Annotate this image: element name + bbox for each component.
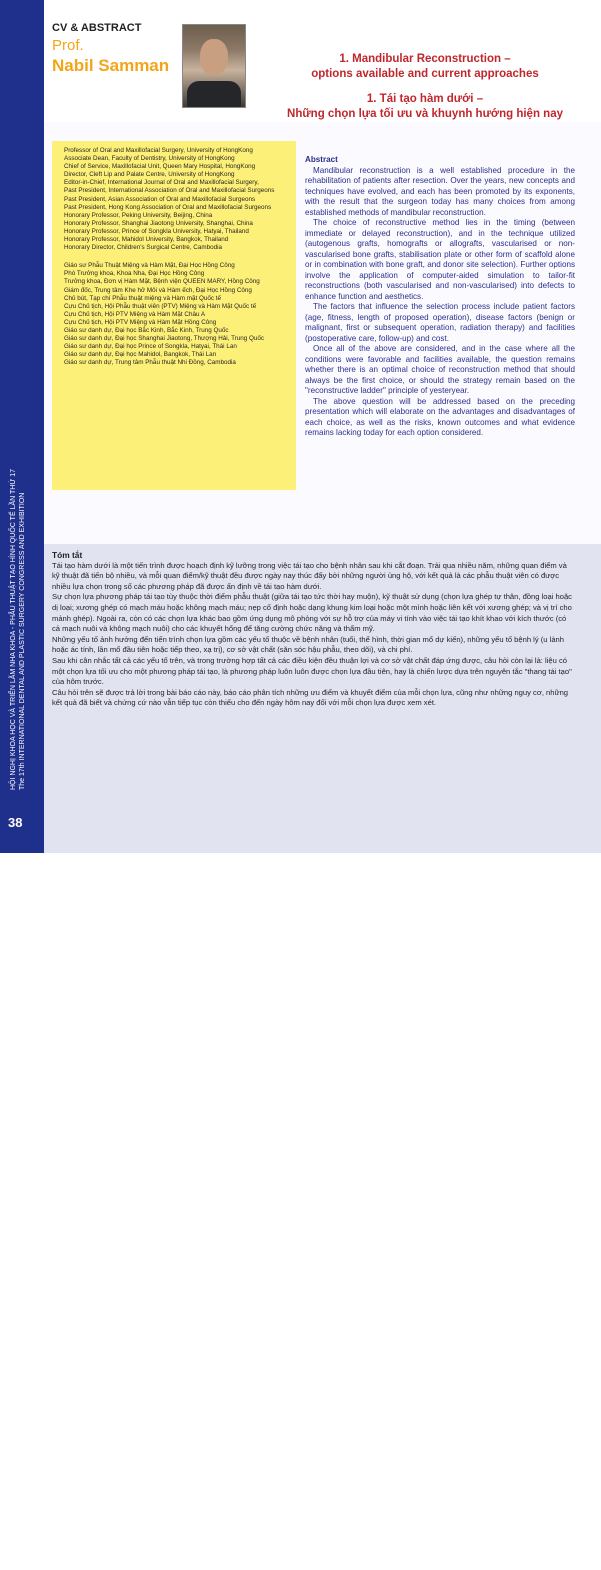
cv-line: Chief of Service, Maxillofacial Unit, Queen Mary Hospital, HongKong [64,163,256,171]
summary-paragraph: Câu hỏi trên sẽ được trả lời trong bài báo cáo này, báo cáo phân tích những ưu điểm và khuyết điểm của mỗi chọn lựa, cũng như những nguy cơ, những kết quả đã biết và chứng cứ nào vẫn tiếp tục còn thiếu cho đến ngày hôm nay đối với mỗi chọn lựa được xem xét. [52,687,569,708]
abstract-paragraph: Mandibular reconstruction is a well established procedure in the rehabilitation of patients after resection. Over the years, new concepts and techniques have evolved, and each has been promoted by its exponents, with the result that the surgeon today has many choices from among established methods of mandibular reconstruction. [305,165,575,217]
cv-english [64,147,288,252]
cv-line: Past President, International Association of Oral and Maxillofacial Surgeons [64,187,275,195]
summary-body [52,561,572,709]
summary-paragraph: Những yếu tố ảnh hưởng đến tiến trình chọn lựa gồm các yếu tố thuộc về bệnh nhân (tuổi, thể hình, thời gian mổ dự kiến), những yếu tố bệnh lý (u lành hoặc ác tính, lần mổ đầu tiên hoặc tiếp theo, xạ trị), cơ sở vật chất (săn sóc hậu phẫu, theo dõi), và chi phí. [52,634,564,655]
abstract-paragraph: Once all of the above are considered, and in the case where all the conditions were favorable and facilities available, the question remains whether there is an optimal choice of reconstruction method that should always be the first choice, or should the strategy remain based on the "reconstructive ladder" principle of yesteryear. [305,344,575,395]
cv-line: Chủ bút, Tạp chí Phẫu thuật miệng và Hàm mặt Quốc tế [64,294,222,302]
cv-line: Past President, Hong Kong Association of Oral and Maxillofacial Surgeons [64,203,272,211]
speaker-prefix: Prof. [52,37,84,54]
cv-line: Editor-in-Chief, International Journal of Oral and Maxillofacial Surgery, [64,179,259,187]
cv-line: Giám đốc, Trung tâm Khe hở Môi và Hàm ếch, Đại Học Hồng Công [64,286,252,294]
sidebar-congress-text [9,468,34,1570]
abstract-paragraph: The above question will be addressed based on the preceding presentation which will elaborate on the advantages and disadvantages of each choice, as well as the risks, known outcomes and what evidence remains lacking today for each option considered. [305,396,575,437]
cv-line: Cựu Chủ tịch, Hội PTV Miệng và Hàm Mặt Châu A [64,310,206,318]
cv-line: Giáo sư Phẫu Thuật Miệng và Hàm Mặt, Đại Học Hồng Công [64,262,235,270]
abstract-body [305,166,575,439]
section-label: CV & ABSTRACT [52,22,142,34]
abstract-heading: Abstract [305,155,338,164]
page-number: 38 [8,815,23,830]
cv-line: Honorary Director, Children's Surgical Centre, Cambodia [64,244,222,252]
title-vi-line2: Những chọn lựa tối ưu và khuynh hướng hiện nay [287,108,563,120]
cv-line: Honorary Professor, Peking University, Beijing, China [64,211,213,219]
sidebar-line-en: The 17th INTERNATIONAL DENTAL AND PLASTIC SURGERY CONGRESS AND EXHIBITION [19,492,26,790]
sidebar-band [0,0,44,853]
title-en-line1: 1. Mandibular Reconstruction – [339,53,511,65]
summary-paragraph: Sau khi cân nhắc tất cả các yếu tố trên, và trong trường hợp tất cả các điều kiện đều thuận lợi và cơ sở vật chất đáp ứng được, câu hỏi còn lại là: liệu có một chọn lựa tối ưu cho một phương pháp tái tạo, là phương pháp luôn luôn được chọn lựa đầu tiên, hay là chiến lược dựa trên nguyên tắc "thang tái tạo" của hôm trước. [52,655,572,687]
cv-line: Director, Cleft Lip and Palate Centre, University of HongKong [64,171,235,179]
cv-box [52,141,296,490]
photo-suit [187,81,241,107]
abstract-paragraph: The choice of reconstructive method lies in the timing (between immediate or delayed reconstruction), and in the technique utilized (autogenous grafts, homografts or allografts, vascularised or non-vascularised bone grafts, stabilisation plate or other form of scaffold alone or in combination with bone graft, and donor site selection). Further options involve the application of computer-aided simulation to tailor-fit reconstructions (both vascularised and non-vascularised) into defects to enhance function and aesthetics. [305,218,575,301]
photo-face [200,39,228,75]
cv-line: Honorary Professor, Shanghai Jiaotong University, Shanghai, China [64,219,253,227]
speaker-name: Nabil Samman [52,56,170,75]
cv-line: Giáo sư danh dự, Đại học Bắc Kinh, Bắc Kinh, Trung Quốc [64,326,229,334]
title-en-line2: options available and current approaches [311,68,539,80]
cv-line: Cựu Chủ tịch, Hội PTV Miệng và Hàm Mặt Hồng Công [64,318,217,326]
cv-line: Honorary Professor, Prince of Songkla University, Hatyai, Thailand [64,227,249,235]
title-vi-line1: 1. Tái tạo hàm dưới – [366,93,484,105]
cv-vietnamese [64,262,288,367]
summary-heading: Tóm tắt [52,550,83,560]
cv-line: Giáo sư danh dự, Đại học Prince of Songkla, Hatyai, Thái Lan [64,343,237,351]
cv-line: Past President, Asian Association of Oral and Maxillofacial Surgeons [64,195,256,203]
cv-line: Cựu Chủ tịch, Hội Phẫu thuật viên (PTV) Miệng và Hàm Mặt Quốc tế [64,302,257,310]
sidebar-line-vi: HỘI NGHỊ KHOA HỌC VÀ TRIỂN LÃM NHA KHOA - PHẪU THUẬT TẠO HÌNH QUỐC TẾ LẦN THỨ 17 [10,468,17,790]
cv-line: Giáo sư danh dự, Trung tâm Phẫu thuật Nhi Đồng, Cambodia [64,359,236,367]
cv-line: Giáo sư danh dự, Đại học Mahidol, Bangkok, Thái Lan [64,351,217,359]
cv-line: Associate Dean, Faculty of Dentistry, University of HongKong [64,155,235,163]
cv-line: Giáo sư danh dự, Đại học Shanghai Jiaotong, Thượng Hải, Trung Quốc [64,335,265,343]
cv-line: Professor of Oral and Maxillofacial Surgery, University of HongKong [64,147,253,154]
cv-line: Trưởng khoa, Đơn vị Hàm Mặt, Bệnh viện QUEEN MARY, Hồng Công [64,278,260,286]
cv-line: Honorary Professor, Mahidol University, Bangkok, Thailand [64,236,229,244]
summary-paragraph: Sự chọn lựa phương pháp tái tạo tùy thuộc thời điểm phẫu thuật (giữa tái tạo tức thời hay muộn), kỹ thuật sử dụng (chọn lựa ghép tự thân, đồng loại hoặc dị loại; xương ghép có mạch máu hoặc không mạch máu; nẹp cố định hoặc dạng khung kim loại hoặc một mình hoặc liên kết với xương ghép; và vị trí cho mảnh ghép). Ngoài ra, còn có các chọn lựa khác bao gồm ứng dụng mô phỏng với sự hỗ trợ của máy vi tính vào việc tái tạo khít khao với kích thước (có cả mạch nuôi và không mạch nuôi) cho các khuyết hổng để tăng cường chức năng và thẩm mỹ. [52,592,572,634]
abstract-section [305,155,575,439]
summary-section [52,550,572,709]
abstract-paragraph: The factors that influence the selection process include patient factors (age, fitness, length of proposed operation), disease factors (benign or malignant, first or subsequent operation, radiation therapy) and facilities (postoperative care, follow-up) and cost. [305,302,575,343]
summary-paragraph: Tái tạo hàm dưới là một tiến trình được hoạch định kỹ lưỡng trong việc tái tạo cho bệnh nhân sau khi cắt đoạn. Trải qua nhiều năm, những quan điểm và kỹ thuật đã tiến bộ nhiều, và mỗi quan điểm/kỹ thuật đều được ngày nay thúc đẩy bởi những người ủng hộ, với kết quả là các phẫu thuật viên có được nhiều lựa chọn trong số các phương pháp đã được ấn định về tái tạo hàm dưới. [52,560,567,591]
cv-line: Phó Trưởng khoa, Khoa Nha, Đại Học Hồng Công [64,270,205,278]
speaker-photo [182,24,246,108]
talk-titles [270,52,580,122]
